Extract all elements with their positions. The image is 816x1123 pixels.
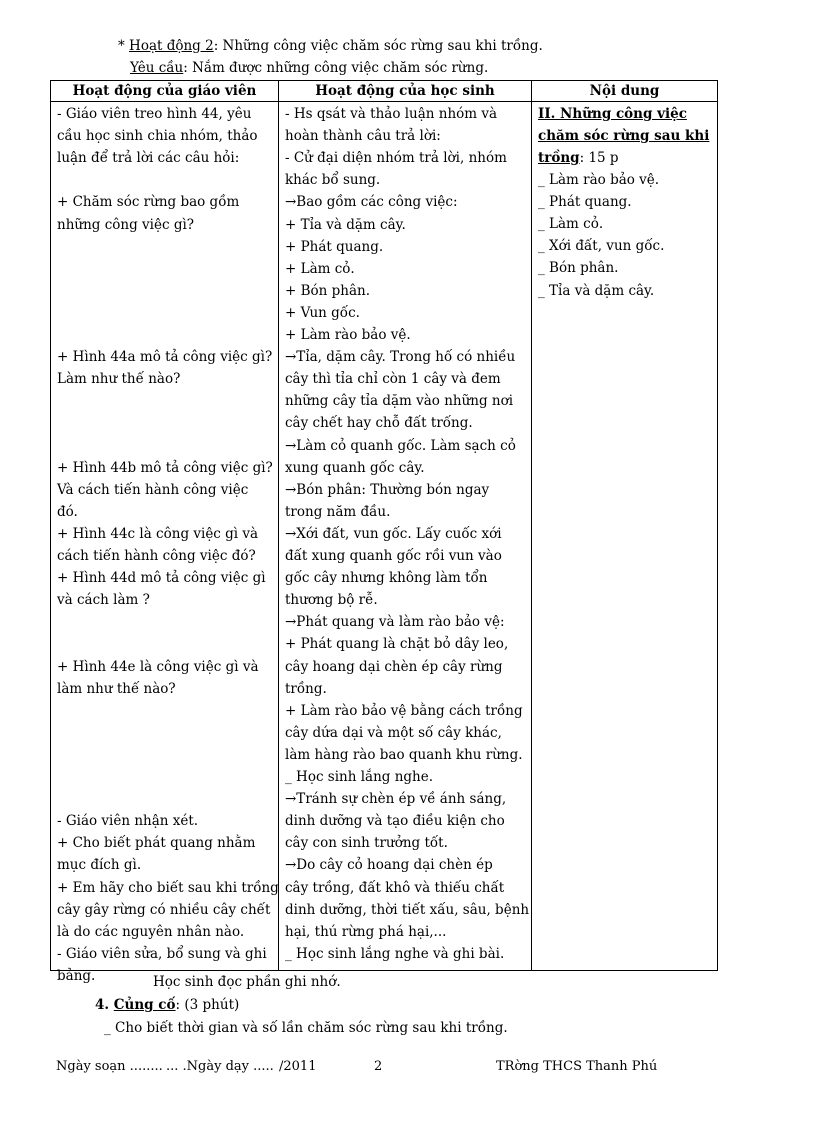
student-line: + Làm cỏ.	[285, 260, 355, 277]
content-item: _ Làm cỏ.	[538, 216, 604, 233]
teacher-line: - Giáo viên treo hình 44, yêu	[57, 106, 252, 122]
table-row	[51, 102, 718, 971]
student-line: những cây tỉa dặm vào những nơi	[285, 393, 514, 410]
teacher-line: là do các nguyên nhân nào.	[57, 923, 245, 940]
requirement-text: : Nắm được những công việc chăm sóc rừng.	[183, 60, 489, 76]
content-item: _ Xới đất, vun gốc.	[538, 238, 665, 255]
footer-school: TRờng THCS Thanh Phú	[496, 1059, 658, 1074]
student-line: đất xung quanh gốc rồi vun vào	[285, 548, 502, 564]
content-column-header: Nội dung	[532, 81, 718, 102]
content-cell	[532, 102, 717, 970]
student-activity-cell	[279, 102, 531, 970]
teacher-line: đó.	[57, 503, 78, 520]
requirement-line	[130, 58, 488, 78]
student-line: trong năm đầu.	[285, 503, 391, 520]
activity-heading	[118, 36, 543, 56]
section-number: 4.	[95, 997, 114, 1013]
teacher-line: những công việc gì?	[57, 216, 195, 233]
student-line: cây chết hay chỗ đất trống.	[285, 415, 473, 432]
teacher-line: + Hình 44b mô tả công việc gì?	[57, 459, 273, 476]
student-line: →Do cây cỏ hoang dại chèn ép	[285, 857, 493, 874]
student-line: →Bao gồm các công việc:	[285, 194, 458, 211]
student-line: →Tỉa, dặm cây. Trong hố có nhiều	[285, 349, 516, 366]
activity-title: Hoạt động 2	[129, 38, 214, 54]
student-line: →Tránh sự chèn ép về ánh sáng,	[285, 791, 507, 808]
content-item: _ Tỉa và dặm cây.	[538, 282, 655, 299]
student-line: →Bón phân: Thường bón ngay	[285, 481, 490, 498]
section-heading	[95, 995, 239, 1015]
student-line: cây dứa dại và một số cây khác,	[285, 724, 502, 741]
teacher-line: + Hình 44d mô tả công việc gì	[57, 570, 266, 587]
memo-note: Học sinh đọc phần ghi nhớ.	[153, 974, 341, 990]
section-time: : (3 phút)	[175, 997, 240, 1013]
teacher-line: + Cho biết phát quang nhằm	[57, 835, 256, 852]
content-title-line: chăm sóc rừng sau khi	[538, 128, 710, 144]
student-line: cây con sinh trưởng tốt.	[285, 835, 448, 852]
teacher-line: Làm như thế nào?	[57, 371, 181, 388]
footer-date-taught: ... .Ngày dạy .....	[166, 1059, 274, 1074]
teacher-line: và cách làm ?	[57, 592, 150, 609]
student-line: thương bộ rễ.	[285, 592, 378, 609]
content-duration: : 15 p	[579, 150, 619, 166]
section-title: Củng cố	[113, 997, 176, 1013]
student-line: cây thì tỉa chỉ còn 1 cây và đem	[285, 371, 501, 388]
student-line: →Xới đất, vun gốc. Lấy cuốc xới	[285, 525, 502, 542]
teacher-line: luận để trả lời các câu hỏi:	[57, 150, 240, 167]
student-line: + Tỉa và dặm cây.	[285, 216, 406, 233]
teacher-column-header: Hoạt động của giáo viên	[51, 81, 279, 102]
teacher-line: bảng.	[57, 967, 96, 984]
student-line: khác bổ sung.	[285, 172, 381, 189]
student-line: _ Học sinh lắng nghe và ghi bài.	[285, 945, 505, 962]
teacher-line: + Hình 44a mô tả công việc gì?	[57, 349, 273, 366]
activity-description: : Những công việc chăm sóc rừng sau khi trồng.	[213, 38, 543, 54]
activity-prefix: *	[118, 38, 130, 54]
teacher-line: + Em hãy cho biết sau khi trồng	[57, 879, 279, 896]
student-line: + Phát quang.	[285, 238, 384, 255]
student-line: →Phát quang và làm rào bảo vệ:	[285, 614, 505, 631]
teacher-line: - Giáo viên sửa, bổ sung và ghi	[57, 945, 267, 962]
teacher-line: + Hình 44e là công việc gì và	[57, 658, 259, 675]
footer-year: /2011	[279, 1059, 317, 1074]
teacher-line: + Hình 44c là công việc gì và	[57, 525, 259, 542]
student-line: gốc cây nhưng không làm tổn	[285, 570, 488, 587]
student-line: cây hoang dại chèn ép cây rừng	[285, 658, 503, 675]
content-title-line: II. Những công việc	[538, 106, 687, 122]
content-item: _ Phát quang.	[538, 194, 632, 211]
student-line: xung quanh gốc cây.	[285, 459, 425, 476]
review-question: _ Cho biết thời gian và số lần chăm sóc rừng sau khi trồng.	[104, 1020, 508, 1036]
student-line: + Bón phân.	[285, 282, 371, 299]
teacher-line: cây gây rừng có nhiều cây chết	[57, 901, 271, 918]
student-line: →Làm cỏ quanh gốc. Làm sạch cỏ	[285, 437, 516, 454]
teacher-line: cách tiến hành công việc đó?	[57, 548, 256, 564]
content-item: _ Làm rào bảo vệ.	[538, 172, 660, 188]
table-header-row	[51, 81, 718, 102]
student-line: hại, thú rừng phá hại,...	[285, 923, 447, 940]
content-item: _ Bón phân.	[538, 260, 619, 277]
student-line: dinh dưỡng, thời tiết xấu, sâu, bệnh	[285, 901, 530, 918]
footer-page-number: 2	[374, 1059, 383, 1074]
teacher-line: Và cách tiến hành công việc	[57, 481, 249, 498]
requirement-label: Yêu cầu	[130, 60, 184, 76]
footer-date-prepared: Ngày soạn ........	[56, 1059, 163, 1074]
student-line: trồng.	[285, 680, 327, 697]
student-line: _ Học sinh lắng nghe.	[285, 769, 434, 785]
student-line: làm hàng rào bao quanh khu rừng.	[285, 746, 523, 763]
teacher-line: làm như thế nào?	[57, 680, 176, 697]
teacher-line: - Giáo viên nhận xét.	[57, 813, 199, 830]
student-line: + Làm rào bảo vệ bằng cách trồng	[285, 702, 523, 719]
student-line: dinh dưỡng và tạo điều kiện cho	[285, 813, 505, 830]
teacher-line: cầu học sinh chia nhóm, thảo	[57, 128, 258, 145]
student-line: + Làm rào bảo vệ.	[285, 327, 411, 343]
student-line: + Vun gốc.	[285, 304, 360, 321]
student-line: + Phát quang là chặt bỏ dây leo,	[285, 636, 509, 653]
student-line: hoàn thành câu trả lời:	[285, 128, 441, 145]
teacher-activity-cell	[51, 102, 279, 984]
content-title-line: trồng: 15 p	[538, 150, 619, 166]
student-line: cây trồng, đất khô và thiếu chất	[285, 879, 505, 896]
student-line: - Cử đại diện nhóm trả lời, nhóm	[285, 150, 507, 167]
student-column-header: Hoạt động của học sinh	[279, 81, 532, 102]
student-line: - Hs qsát và thảo luận nhóm và	[285, 106, 498, 122]
teacher-line: + Chăm sóc rừng bao gồm	[57, 194, 240, 211]
teacher-line: mục đích gì.	[57, 857, 142, 874]
